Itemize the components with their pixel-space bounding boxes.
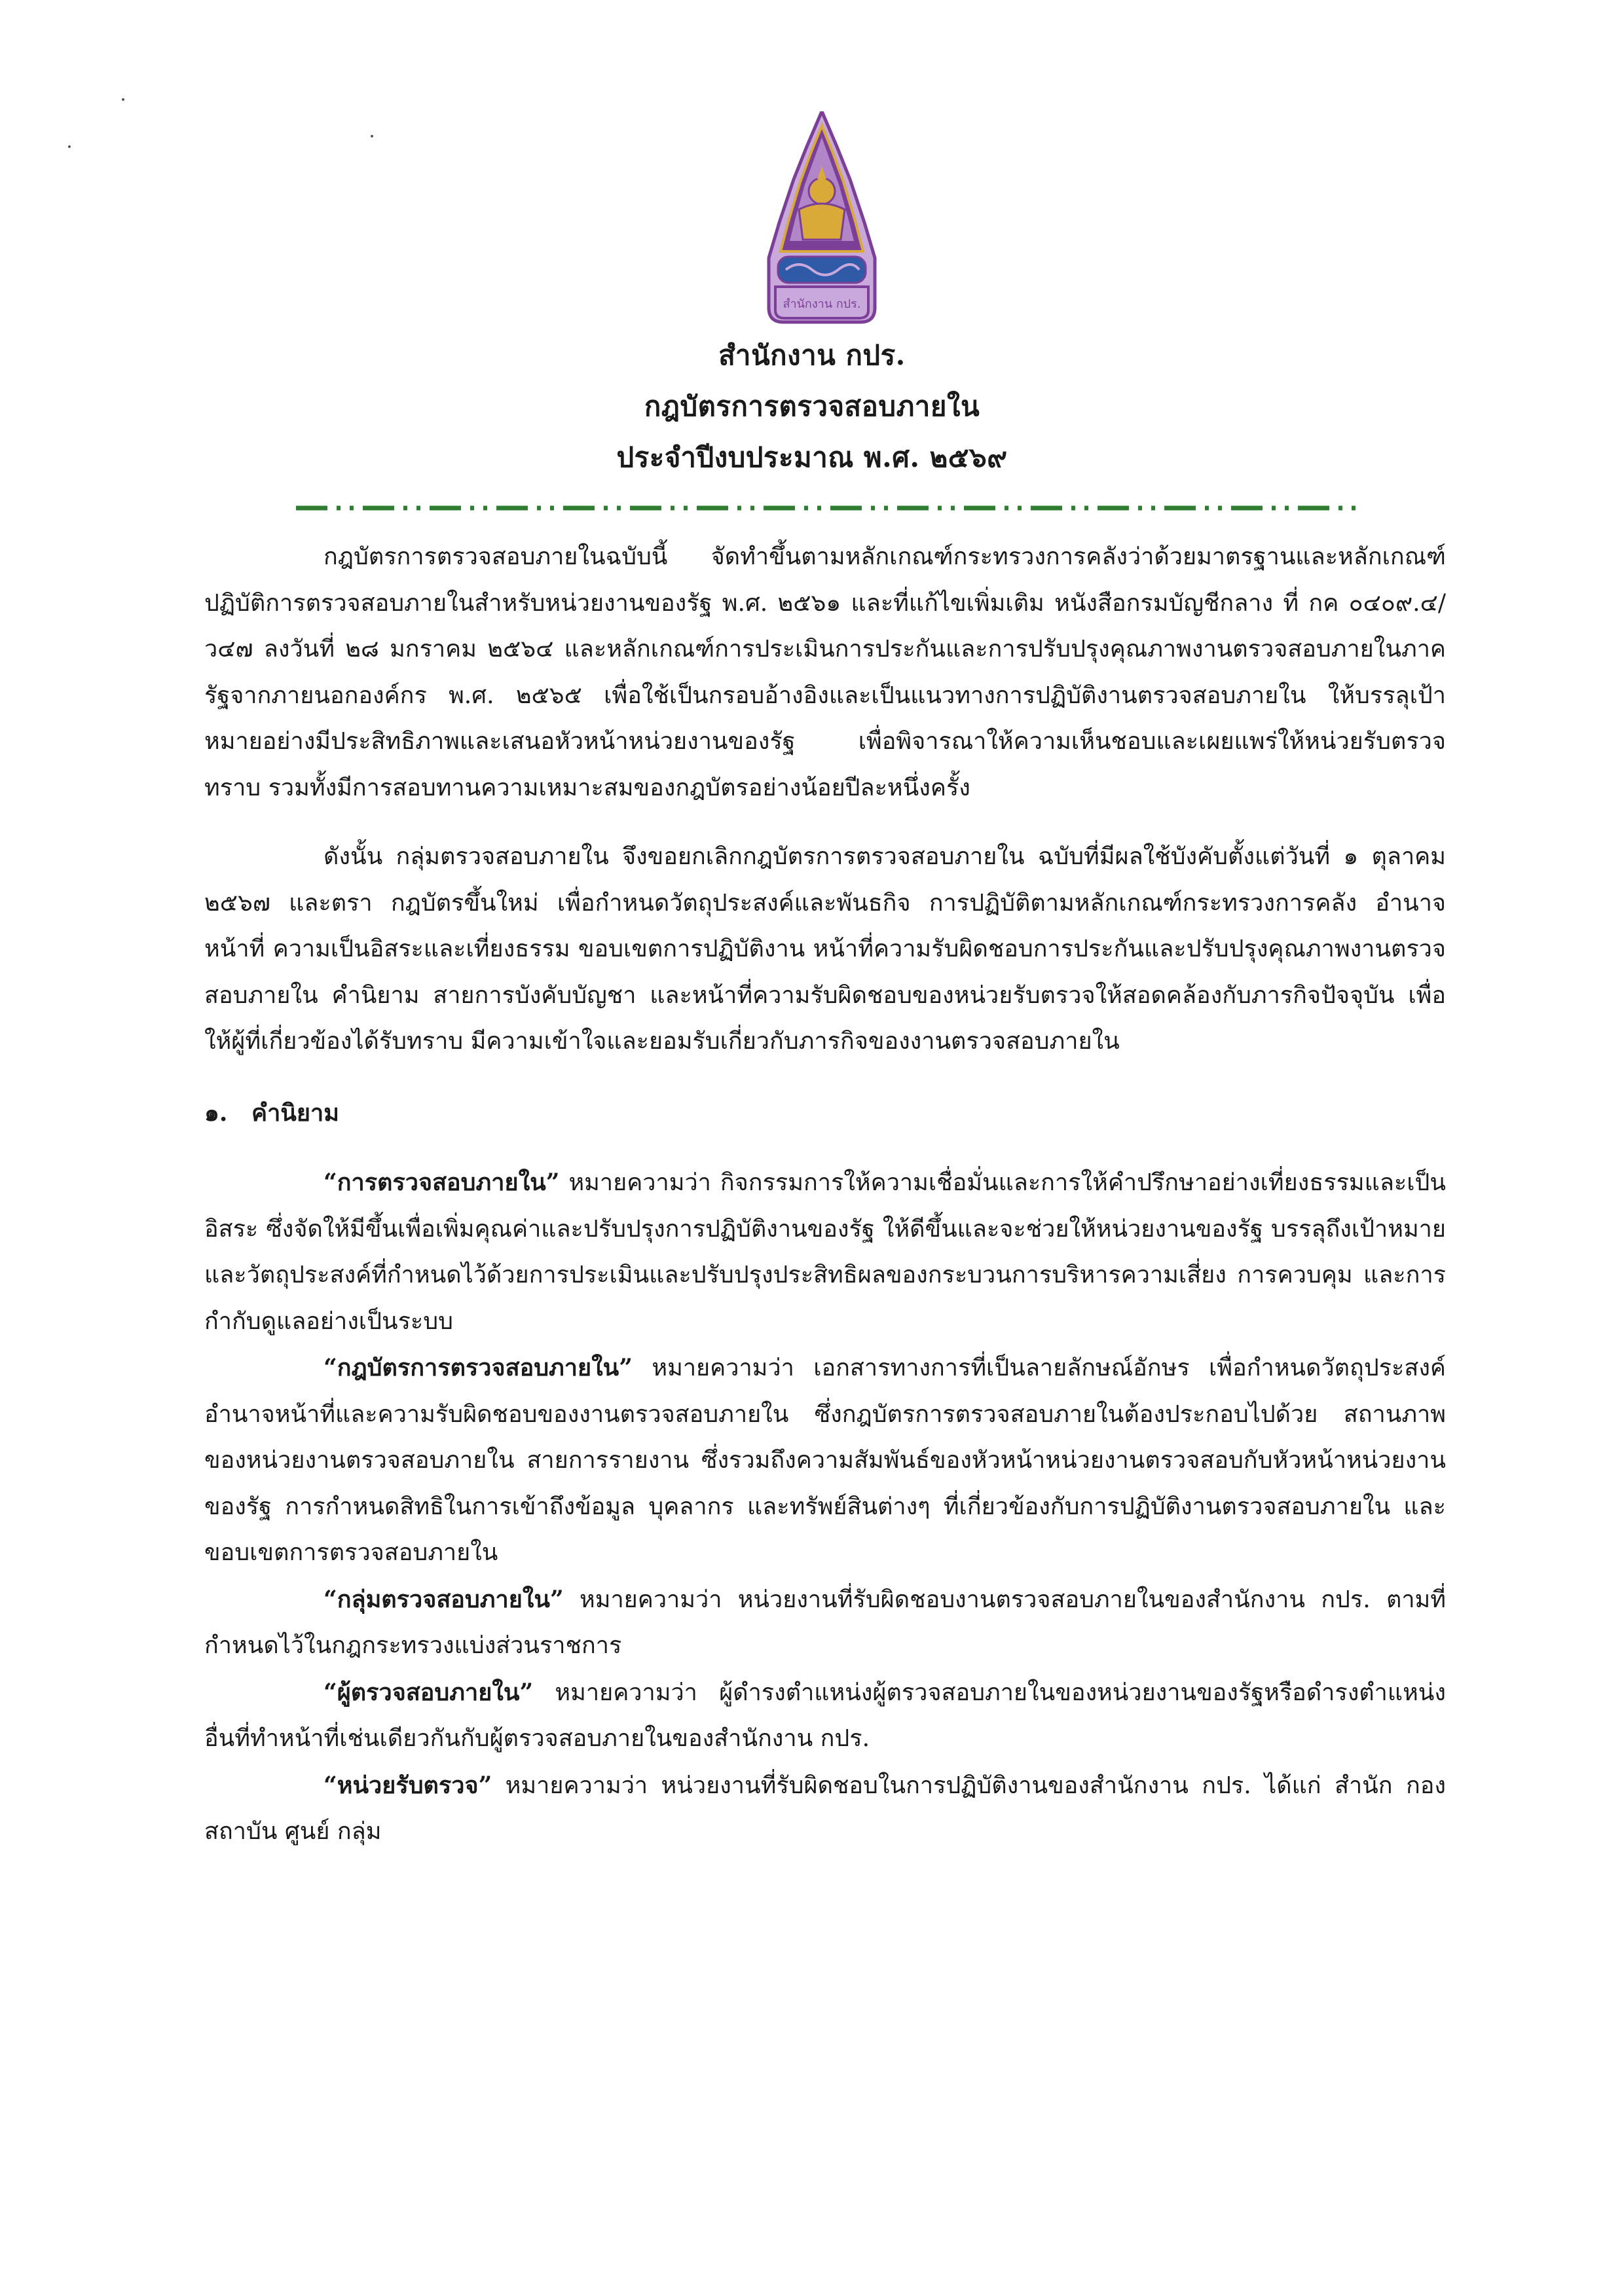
definition-item (204, 1576, 1446, 1669)
section-title: คำนิยาม (251, 1099, 339, 1127)
intro-paragraph-2: ดังนั้น กลุ่มตรวจสอบภายใน จึงขอยกเลิกกฎบัตรการตรวจสอบภายใน ฉบับที่มีผลใช้บังคับตั้งแต่วันที่ ๑ ตุลาคม ๒๕๖๗ และตรา กฎบัตรขึ้นใหม่ เพื่อกำหนดวัตถุประสงค์และพันธกิจ การปฏิบัติตามหลักเกณฑ์กระทรวงการคลัง อำนาจหน้าที่ ความเป็นอิสระและเที่ยงธรรม ขอบเขตการปฏิบัติงาน หน้าที่ความรับผิดชอบการประกันและปรับปรุงคุณภาพงานตรวจสอบภายใน คำนิยาม สายการบังคับบัญชา และหน้าที่ความรับผิดชอบของหน่วยรับตรวจให้สอดคล้องกับภารกิจปัจจุบัน เพื่อให้ผู้ที่เกี่ยวข้องได้รับทราบ มีความเข้าใจและยอมรับเกี่ยวกับภารกิจของงานตรวจสอบภายใน (204, 843, 1446, 1055)
scan-speck (122, 98, 124, 101)
definition-term: “การตรวจสอบภายใน” (323, 1169, 560, 1196)
scan-speck (371, 135, 373, 137)
royal-emblem-icon (760, 111, 884, 327)
definition-text: หมายความว่า หน่วยงานที่รับผิดชอบในการปฏิบัติงานของสำนักงาน กปร. ได้แก่ สำนัก กอง สถาบัน ศูนย์ กลุ่ม (204, 1772, 1446, 1845)
decorative-divider (296, 504, 1357, 512)
scan-speck (68, 145, 71, 148)
definition-text: หมายความว่า ผู้ดำรงตำแหน่งผู้ตรวจสอบภายในของหน่วยงานของรัฐหรือดำรงตำแหน่งอื่นที่ทำหน้าที่เช่นเดียวกันกับผู้ตรวจสอบภายในของสำนักงาน กปร. (204, 1679, 1446, 1752)
document-body (204, 534, 1446, 1855)
definition-term: “กฎบัตรการตรวจสอบภายใน” (323, 1354, 633, 1381)
fiscal-year: ประจำปีงบประมาณ พ.ศ. ๒๕๖๙ (616, 441, 1008, 473)
agency-name: สำนักงาน กปร. (718, 339, 906, 371)
definition-text: หมายความว่า หน่วยงานที่รับผิดชอบงานตรวจสอบภายในของสำนักงาน กปร. ตามที่กำหนดไว้ในกฎกระทรวงแบ่งส่วนราชการ (204, 1586, 1446, 1659)
definition-item (204, 1345, 1446, 1576)
definition-term: “หน่วยรับตรวจ” (323, 1771, 492, 1799)
intro-paragraph-1: กฎบัตรการตรวจสอบภายในฉบับนี้ จัดทำขึ้นตามหลักเกณฑ์กระทรวงการคลังว่าด้วยมาตรฐานและหลักเกณฑ์ปฏิบัติการตรวจสอบภายในสำหรับหน่วยงานของรัฐ พ.ศ. ๒๕๖๑ และที่แก้ไขเพิ่มเติม หนังสือกรมบัญชีกลาง ที่ กค ๐๔๐๙.๔/ว๔๗ ลงวันที่ ๒๘ มกราคม ๒๕๖๔ และหลักเกณฑ์การประเมินการประกันและการปรับปรุงคุณภาพงานตรวจสอบภายในภาครัฐจากภายนอกองค์กร พ.ศ. ๒๕๖๕ เพื่อใช้เป็นกรอบอ้างอิงและเป็นแนวทางการปฏิบัติงานตรวจสอบภายใน ให้บรรลุเป้าหมายอย่างมีประสิทธิภาพและเสนอหัวหน้าหน่วยงานของรัฐ เพื่อพิจารณาให้ความเห็นชอบและเผยแพร่ให้หน่วยรับตรวจทราบ รวมทั้งมีการสอบทานความเหมาะสมของกฎบัตรอย่างน้อยปีละหนึ่งครั้ง (204, 543, 1446, 801)
definition-item (204, 1159, 1446, 1345)
definition-text: หมายความว่า กิจกรรมการให้ความเชื่อมั่นและการให้คำปรึกษาอย่างเที่ยงธรรมและเป็นอิสระ ซึ่งจัดให้มีขึ้นเพื่อเพิ่มคุณค่าและปรับปรุงการปฏิบัติงานของรัฐ ให้ดีขึ้นและจะช่วยให้หน่วยงานของรัฐ บรรลุถึงเป้าหมายและวัตถุประสงค์ที่กำหนดไว้ด้วยการประเมินและปรับปรุงประสิทธิผลของกระบวนการบริหารความเสี่ยง การควบคุม และการกำกับดูแลอย่างเป็นระบบ (204, 1169, 1446, 1335)
definition-item (204, 1762, 1446, 1855)
definition-term: “กลุ่มตรวจสอบภายใน” (323, 1585, 564, 1613)
section-heading (204, 1090, 1446, 1137)
svg-text:สำนักงาน กปร.: สำนักงาน กปร. (783, 297, 861, 311)
definition-term: “ผู้ตรวจสอบภายใน” (323, 1678, 534, 1706)
definition-text: หมายความว่า เอกสารทางการที่เป็นลายลักษณ์อักษร เพื่อกำหนดวัตถุประสงค์ อำนาจหน้าที่และความรับผิดชอบของงานตรวจสอบภายใน ซึ่งกฎบัตรการตรวจสอบภายในต้องประกอบไปด้วย สถานภาพของหน่วยงานตรวจสอบภายใน สายการรายงาน ซึ่งรวมถึงความสัมพันธ์ของหัวหน้าหน่วยงานตรวจสอบกับหัวหน้าหน่วยงานของรัฐ การกำหนดสิทธิในการเข้าถึงข้อมูล บุคลากร และทรัพย์สินต่างๆ ที่เกี่ยวข้องกับการปฏิบัติงานตรวจสอบภายใน และขอบเขตการตรวจสอบภายใน (204, 1355, 1446, 1566)
section-number: ๑. (204, 1099, 228, 1127)
document-title: กฎบัตรการตรวจสอบภายใน (644, 390, 980, 422)
definition-item (204, 1669, 1446, 1762)
document-header (0, 330, 1624, 483)
